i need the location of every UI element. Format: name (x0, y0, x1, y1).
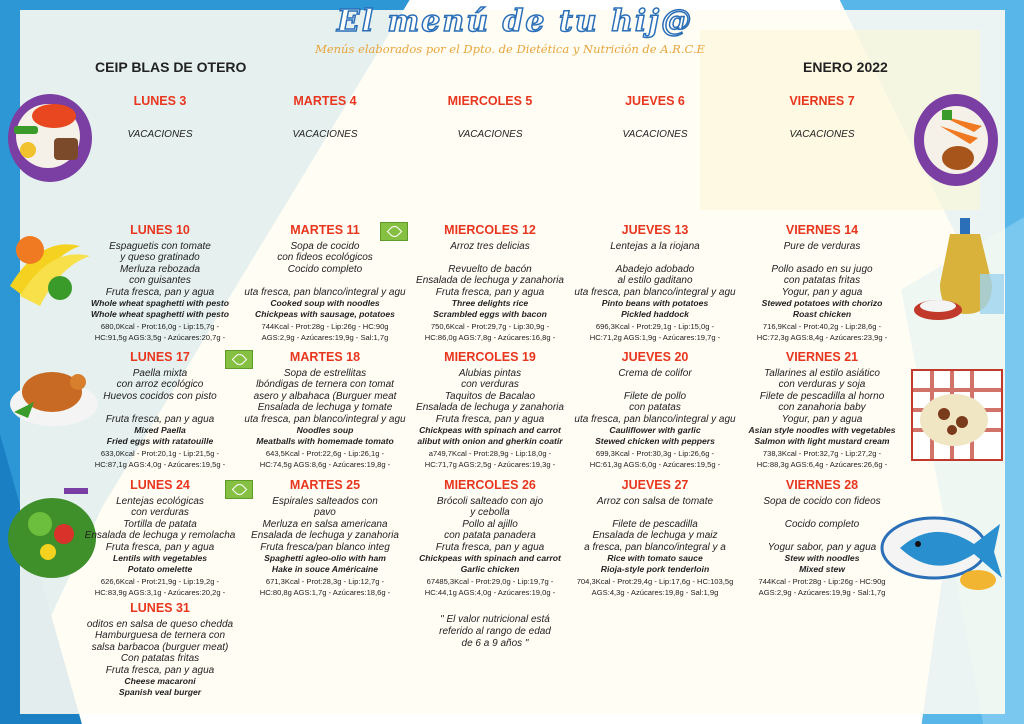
nutrition-line: 626,6Kcal - Prot:21,9g - Lip:19,2g - (100, 576, 220, 586)
menu-line: Hamburguesa de ternera con (94, 630, 226, 642)
day-title: MIERCOLES 12 (444, 223, 536, 237)
menu-english-line: Stewed chicken with peppers (595, 436, 715, 447)
menu-line: Filete de pescadilla (612, 518, 698, 530)
menu-english-line: Hake in souce Américaine (271, 564, 379, 575)
menu-line: y queso gratinado (120, 252, 200, 264)
nutrition-line: 643,5Kcal - Prot:22,6g - Lip:26,1g - (265, 448, 385, 458)
nutrition-line: HC:44,1g AGS:4,0g - Azúcares:19,0g - (424, 587, 556, 597)
day-title: MIERCOLES 19 (444, 350, 536, 364)
menu-line: Sopa de cocido (290, 241, 360, 252)
menu-line: Yogur, pan y agua (781, 413, 863, 425)
menu-line (240, 275, 410, 286)
nutrition-line: 671,3Kcal - Prot:28,3g - Lip:12,7g - (265, 576, 385, 586)
eco-badge-icon (380, 222, 408, 241)
menu-line: Ensalada de lechuga y remolacha (84, 530, 236, 542)
menu-english-line: Stewed potatoes with chorizo (761, 298, 883, 309)
menu-line: Cocido completo (784, 518, 860, 530)
nutrition-line: HC:71,2g AGS:1,9g - Azúcares:19,7g - (589, 332, 721, 342)
spaghetti-illustration (892, 360, 1012, 472)
vacation-text: VACACIONES (457, 129, 523, 140)
day-cell (405, 477, 575, 598)
nutrition-line: 744Kcal - Prot:28g - Lip:26g - HC:90g (261, 321, 389, 331)
menu-line: Merluza rebozada (119, 263, 201, 275)
menu-english-line: alibut with onion and gherkin coatir (417, 436, 563, 447)
menu-line (737, 252, 907, 263)
menu-english-line: Mixed Paella (134, 425, 186, 436)
day-title: VIERNES 14 (785, 223, 859, 237)
menu-line (737, 507, 907, 518)
day-cell (75, 349, 245, 470)
menu-line: Espaguetis con tomate (109, 241, 211, 252)
menu-line: Huevos cocidos con pisto (103, 390, 217, 402)
menu-english-line: Garlic chicken (460, 564, 520, 575)
menu-line: Sopa de cocido con fideos (763, 496, 881, 507)
day-title: LUNES 31 (130, 601, 190, 615)
day-title: VIERNES 7 (789, 94, 855, 108)
day-cell (737, 222, 907, 343)
day-title: JUEVES 27 (621, 478, 689, 492)
menu-english-line: Mixed stew (799, 564, 845, 575)
nutrition-line: HC:72,3g AGS:8,4g - Azúcares:23,9g - (756, 332, 888, 342)
menu-line: Ensalada de lechuga y tomate (257, 402, 393, 414)
menu-english-line: Fried eggs with ratatouille (106, 436, 214, 447)
menu-line: Ensalada de lechuga y zanahoria (416, 402, 564, 414)
vacation-text: VACACIONES (789, 129, 855, 140)
menu-line: Alubias pintas (458, 368, 522, 379)
day-cell (405, 222, 575, 343)
menu-line (570, 252, 740, 263)
menu-english-line: Three delights rice (451, 298, 529, 309)
nutrition-line: HC:91,5g AGS:3,5g - Azúcares:20,7g - (94, 332, 226, 342)
menu-line: Tortilla de patata (123, 518, 197, 530)
menu-line: Fruta fresca/pan blanco integ (260, 541, 390, 553)
menu-line: con arroz ecológico (116, 379, 204, 391)
menu-line: Fruta fresca, pan y agua (105, 286, 215, 298)
menu-english-line: Chickpeas with spinach and carrot (419, 553, 561, 564)
menu-english-line: Chickpeas with sausage, potatoes (255, 309, 395, 320)
day-title: MIERCOLES 26 (444, 478, 536, 492)
day-title: JUEVES 6 (625, 94, 685, 108)
menu-english-line: Rioja-style pork tenderloin (600, 564, 710, 575)
nutrition-line: 699,3Kcal - Prot:30,3g - Lip:26,6g - (595, 448, 715, 458)
menu-line: uta fresca, pan blanco/integral y agu (574, 413, 736, 425)
nutrition-line: HC:71,7g AGS:2,5g - Azúcares:19,3g - (424, 459, 556, 469)
menu-line: Lentejas ecológicas (116, 496, 204, 507)
menu-line (75, 402, 245, 413)
menu-line: lbóndigas de ternera con tomat (256, 379, 394, 391)
school-name: CEIP BLAS DE OTERO (95, 59, 247, 75)
nutrition-line: 67485,3Kcal - Prot:29,0g - Lip:19,7g - (426, 576, 554, 586)
nutrition-line: 704,3Kcal - Prot:29,4g - Lip:17,6g - HC:103,5g (576, 576, 734, 586)
menu-english-line: Whole wheat spaghetti with pesto (91, 309, 229, 320)
menu-line: salsa barbacoa (burguer meat) (91, 641, 229, 653)
menu-line: Yogur sabor, pan y agua (767, 541, 877, 553)
nutrition-line: HC:61,3g AGS:6,0g - Azúcares:19,5g - (589, 459, 721, 469)
menu-line: con zanahoria baby (778, 402, 866, 414)
day-cell (405, 93, 575, 140)
vacation-text: VACACIONES (127, 129, 193, 140)
menu-line: con guisantes (129, 275, 191, 287)
day-title: MIERCOLES 5 (447, 94, 533, 108)
menu-line: y cebolla (470, 507, 510, 519)
menu-english-line: Whole wheat spaghetti with pesto (91, 298, 229, 309)
menu-line: Fruta fresca, pan y agua (435, 413, 545, 425)
oil-bottle-illustration (910, 214, 1010, 334)
nutrition-line: a749,7Kcal - Prot:28,9g - Lip:18,0g - (428, 448, 552, 458)
day-cell (240, 93, 410, 140)
menu-english-line: Noodles soup (296, 425, 354, 436)
menu-english-line: Cauliflower with garlic (609, 425, 701, 436)
menu-line: Espirales salteados con (272, 496, 378, 507)
menu-line: Yogur, pan y agua (781, 286, 863, 298)
day-title: VIERNES 28 (785, 478, 859, 492)
menu-line (737, 530, 907, 541)
menu-english-line: Salmon with light mustard cream (754, 436, 890, 447)
menu-english-line: Stew with noodles (784, 553, 860, 564)
page-subtitle: Menús elaborados por el Dpto. de Dietética y Nutrición de A.R.C.E (315, 42, 705, 56)
menu-english-line: Rice with tomato sauce (607, 553, 703, 564)
day-cell (240, 349, 410, 470)
menu-line (405, 252, 575, 263)
nutrition-line: HC:80,8g AGS:1,7g - Azúcares:18,6g - (259, 587, 391, 597)
menu-line: con verduras (131, 507, 189, 519)
day-cell (75, 600, 245, 699)
menu-english-line: Pickled haddock (621, 309, 689, 320)
menu-line: Paella mixta (132, 368, 188, 379)
day-cell (737, 477, 907, 598)
nutrition-line: 744Kcal - Prot:28g - Lip:26g - HC:90g (758, 576, 886, 586)
nutrition-line: AGS:2,9g - Azúcares:19,9g - Sal:1,7g (261, 332, 389, 342)
menu-line: uta fresca, pan blanco/integral y agu (244, 413, 406, 425)
day-cell (570, 477, 740, 598)
menu-english-line: Scrambled eggs with bacon (433, 309, 547, 320)
menu-line: Arroz con salsa de tomate (596, 496, 714, 507)
menu-line: Fruta fresca, pan y agua (435, 286, 545, 298)
page-title: El menú de tu hij@ (336, 4, 694, 39)
day-cell (737, 349, 907, 470)
nutrition-line: HC:87,1g AGS:4,0g - Azúcares:19,5g - (94, 459, 226, 469)
menu-line: Arroz tres delicias (450, 241, 530, 252)
day-title: MARTES 18 (289, 350, 361, 364)
nutrition-line: HC:74,5g AGS:8,6g - Azúcares:19,8g - (259, 459, 391, 469)
menu-line: Taquitos de Bacalao (444, 390, 536, 402)
day-title: JUEVES 20 (621, 350, 689, 364)
menu-line: Cocido completo (287, 263, 363, 275)
menu-line: con fideos ecológicos (277, 252, 373, 264)
menu-english-line: Roast chicken (792, 309, 852, 320)
eco-badge-icon (225, 480, 253, 499)
menu-line: Filete de pollo (623, 390, 687, 402)
menu-line: Lentejas a la riojana (610, 241, 700, 252)
menu-line: Pure de verduras (783, 241, 861, 252)
eco-badge-icon (225, 350, 253, 369)
month-label: ENERO 2022 (803, 59, 888, 75)
menu-english-line: Potato omelette (127, 564, 193, 575)
menu-line: Sopa de estrellitas (283, 368, 367, 379)
day-title: LUNES 24 (130, 478, 190, 492)
menu-line: Tallarines al estilo asiático (764, 368, 880, 379)
menu-line: Pollo al ajillo (462, 518, 518, 530)
menu-line: Ensalada de lechuga y zanahoria (251, 530, 399, 542)
day-title: VIERNES 21 (785, 350, 859, 364)
nutrition-line: HC:86,0g AGS:7,8g - Azúcares:16,8g - (424, 332, 556, 342)
nutrition-line: 738,3Kcal - Prot:32,7g - Lip:27,2g - (762, 448, 882, 458)
day-title: LUNES 3 (133, 94, 187, 108)
menu-line: Pollo asado en su jugo (771, 263, 873, 275)
menu-line: con patata panadera (444, 530, 536, 542)
menu-line: Ensalada de lechuga y maiz (592, 530, 718, 542)
vacation-text: VACACIONES (292, 129, 358, 140)
day-cell (570, 93, 740, 140)
menu-english-line: Spanish veal burger (118, 687, 202, 698)
menu-line: Filete de pescadilla al horno (759, 390, 885, 402)
nutrition-line: HC:88,3g AGS:6,4g - Azúcares:26,6g - (756, 459, 888, 469)
menu-english-line: Pinto beans with potatoes (601, 298, 709, 309)
menu-line: Abadejo adobado (615, 263, 695, 275)
day-title: MARTES 25 (289, 478, 361, 492)
menu-line: uta fresca, pan blanco/integral y agu (244, 286, 406, 298)
menu-line: Con patatas fritas (120, 653, 200, 665)
vacation-text: VACACIONES (622, 129, 688, 140)
menu-line: con verduras (461, 379, 519, 391)
day-title: MARTES 4 (293, 94, 357, 108)
menu-english-line: Lentils with vegetables (112, 553, 208, 564)
menu-line: Ensalada de lechuga y zanahoria (416, 275, 564, 287)
chicken-plate-illustration (912, 86, 1000, 194)
day-cell (75, 93, 245, 140)
menu-line: Fruta fresca, pan y agua (105, 541, 215, 553)
menu-line: Fruta fresca, pan y agua (105, 413, 215, 425)
day-cell (570, 349, 740, 470)
nutrition-line: 716,9Kcal - Prot:40,2g - Lip:28,6g - (762, 321, 882, 331)
menu-english-line: Asian style noodles with vegetables (748, 425, 896, 436)
menu-line: Merluza en salsa americana (262, 518, 388, 530)
nutrition-line: HC:83,9g AGS:3,1g - Azúcares:20,2g - (94, 587, 226, 597)
day-cell (405, 349, 575, 470)
menu-english-line: Chickpeas with spinach and carrot (419, 425, 561, 436)
nutrition-line: 750,6Kcal - Prot:29,7g - Lip:30,9g - (430, 321, 550, 331)
menu-english-line: Cheese macaroni (124, 676, 196, 687)
day-title: LUNES 17 (130, 350, 190, 364)
menu-line (570, 507, 740, 518)
menu-line: asero y albahaca (Burguer meat (253, 390, 397, 402)
menu-line: Brócoli salteado con ajo (436, 496, 544, 507)
menu-line: pavo (314, 507, 336, 519)
menu-line: oditos en salsa de queso chedda (86, 619, 234, 630)
menu-line: con patatas fritas (783, 275, 861, 287)
nutrition-line: 680,0Kcal - Prot:16,0g - Lip:15,7g - (100, 321, 220, 331)
day-cell (240, 477, 410, 598)
nutrition-line: AGS:4,3g - Azúcares:19,8g - Sal:1,9g (591, 587, 719, 597)
menu-line: Fruta fresca, pan y agua (105, 664, 215, 676)
menu-line: Revuelto de bacón (448, 263, 532, 275)
day-title: JUEVES 13 (621, 223, 689, 237)
nutrition-line: 633,0Kcal - Prot:20,1g - Lip:21,5g - (100, 448, 220, 458)
menu-line: al estilo gaditano (617, 275, 693, 287)
menu-line: uta fresca, pan blanco/integral y agu (574, 286, 736, 298)
nutrition-note: " El valor nutricional está referido al rango de edad de 6 a 9 años " (439, 614, 551, 649)
day-cell (75, 477, 245, 598)
menu-english-line: Cooked soup with noodles (270, 298, 380, 309)
day-title: LUNES 10 (130, 223, 190, 237)
nutrition-line: 696,3Kcal - Prot:29,1g - Lip:15,0g - (595, 321, 715, 331)
day-cell (737, 93, 907, 140)
menu-line: Fruta fresca, pan y agua (435, 541, 545, 553)
menu-line: con verduras y soja (778, 379, 866, 391)
menu-line: a fresca, pan blanco/integral y a (584, 541, 726, 553)
menu-english-line: Spaghetti agleo-olio with ham (264, 553, 386, 564)
menu-line: con patatas (629, 402, 681, 414)
day-title: MARTES 11 (290, 223, 360, 237)
day-cell (75, 222, 245, 343)
menu-line: Crema de colifor (618, 368, 692, 379)
menu-line (570, 379, 740, 390)
nutrition-line: AGS:2,9g - Azúcares:19,9g - Sal:1,7g (758, 587, 886, 597)
menu-english-line: Meatballs with homemade tomato (256, 436, 394, 447)
day-cell (570, 222, 740, 343)
